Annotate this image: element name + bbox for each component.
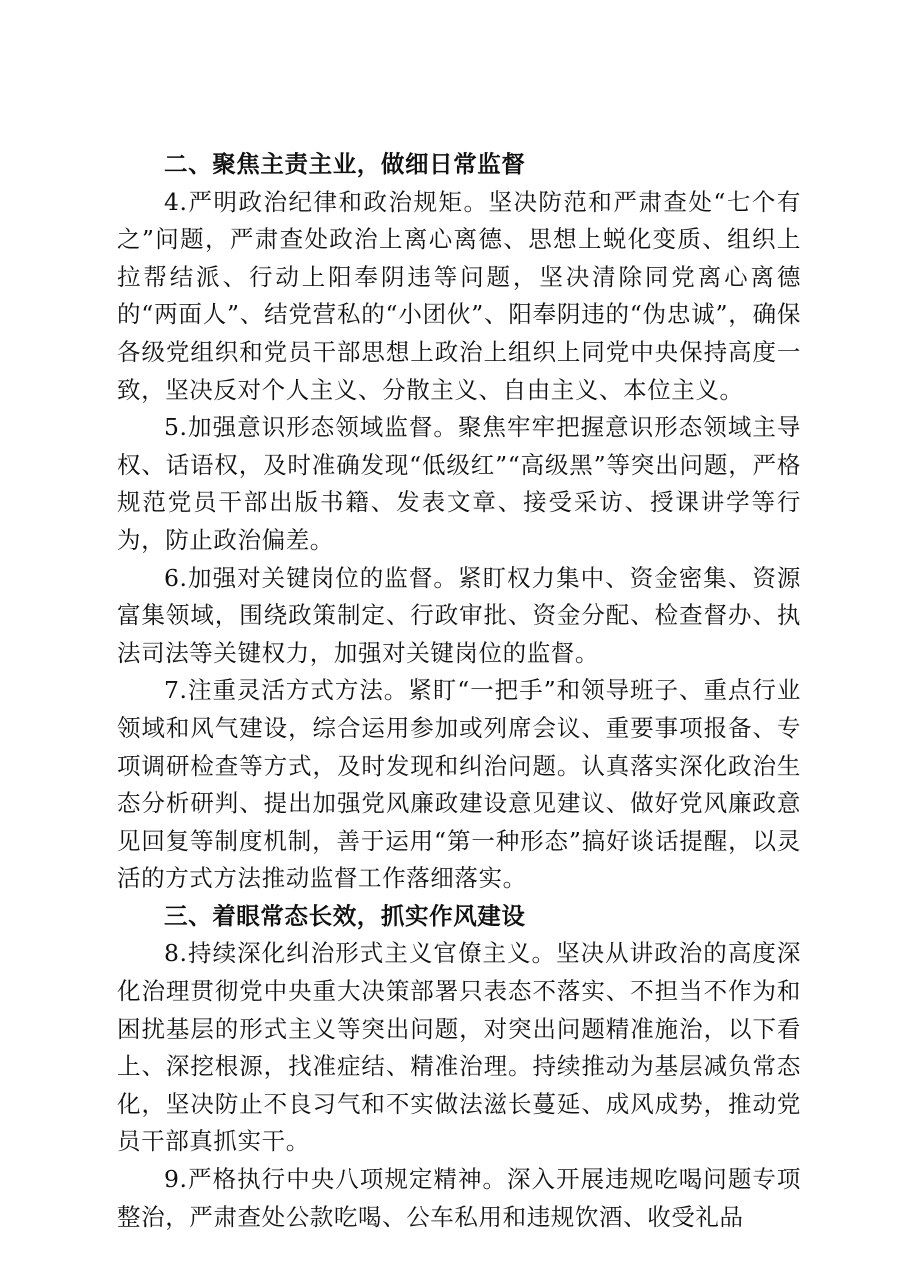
document-body [117,146,801,1236]
paragraph-7: 7.注重灵活方式方法。紧盯“一把手”和领导班子、重点行业领域和风气建设，综合运用参加或列席会议、重要事项报备、专项调研检查等方式，及时发现和纠治问题。认真落实深化政治生态分析研判、提出加强党风廉政建设意见建议、做好党风廉政意见回复等制度机制，善于运用“第一种形态”搞好谈话提醒，以灵活的方式方法推动监督工作落细落实。 [117,676,801,893]
paragraph-8: 8.持续深化纠治形式主义官僚主义。坚决从讲政治的高度深化治理贯彻党中央重大决策部署只表态不落实、不担当不作为和困扰基层的形式主义等突出问题，对突出问题精准施治，以下看上、深挖根源，找准症结、精准治理。持续推动为基层减负常态化，坚决防止不良习气和不实做法滋长蔓延、成风成势，推动党员干部真抓实干。 [117,939,801,1156]
paragraph-9: 9.严格执行中央八项规定精神。深入开展违规吃喝问题专项整治，严肃查处公款吃喝、公车私用和违规饮酒、收受礼品 [117,1165,801,1231]
paragraph-4: 4.严明政治纪律和政治规矩。坚决防范和严肃查处“七个有之”问题，严肃查处政治上离心离德、思想上蜕化变质、组织上拉帮结派、行动上阳奉阴违等问题，坚决清除同党离心离德的“两面人”、结党营私的“小团伙”、阳奉阴违的“伪忠诚”，确保各级党组织和党员干部思想上政治上组织上同党中央保持高度一致，坚决反对个人主义、分散主义、自由主义、本位主义。 [117,187,801,404]
section-heading-2: 二、聚焦主责主业，做细日常监督 [164,150,526,178]
paragraph-6: 6.加强对关键岗位的监督。紧盯权力集中、资金密集、资源富集领域，围绕政策制定、行政审批、资金分配、检查督办、执法司法等关键权力，加强对关键岗位的监督。 [117,563,801,667]
paragraph-5: 5.加强意识形态领域监督。聚焦牢牢把握意识形态领域主导权、话语权，及时准确发现“低级红”“高级黑”等突出问题，严格规范党员干部出版书籍、发表文章、接受采访、授课讲学等行为，防止政治偏差。 [117,413,801,554]
section-heading-3: 三、着眼常态长效，抓实作风建设 [164,901,526,930]
